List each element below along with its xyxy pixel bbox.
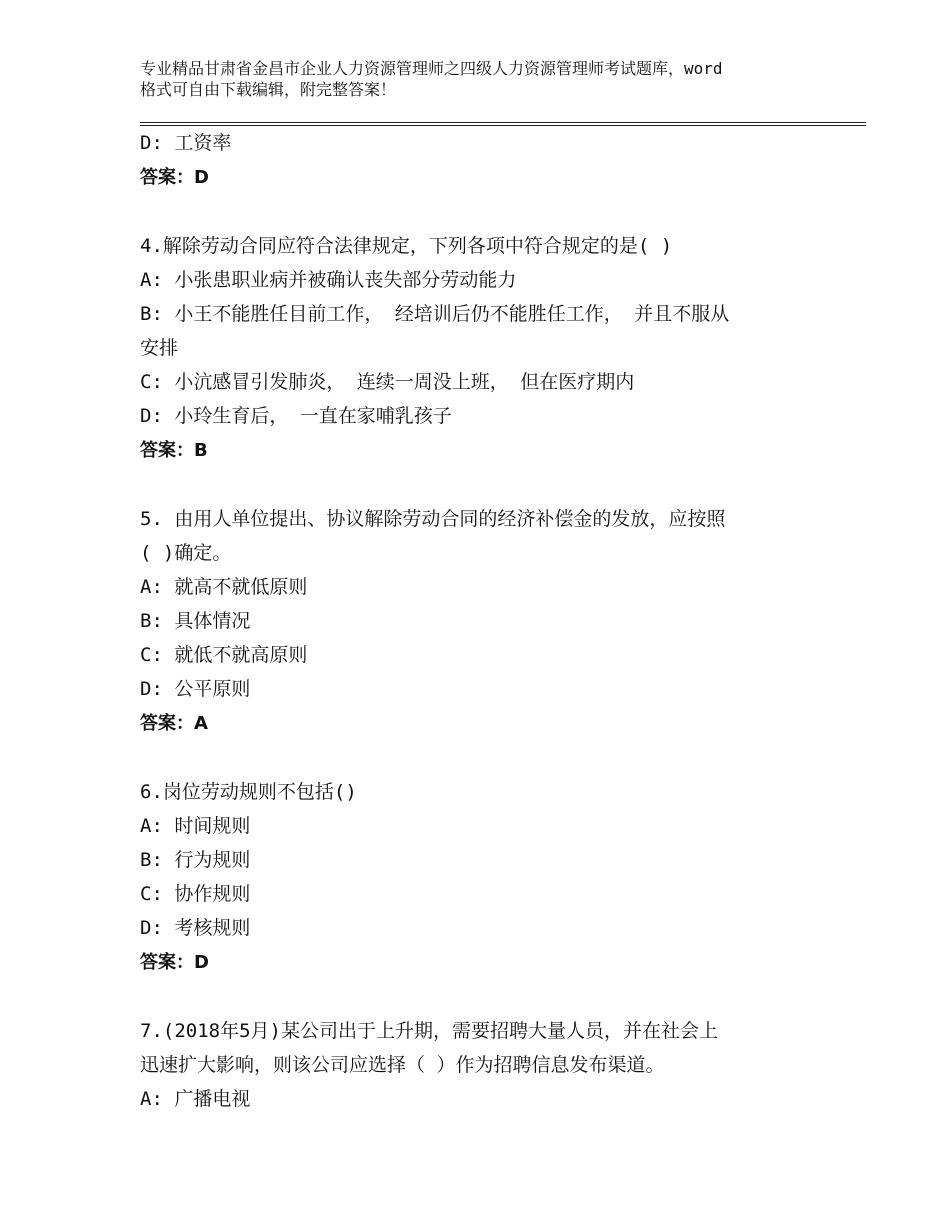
- q4-stem: 4.解除劳动合同应符合法律规定，下列各项中符合规定的是( ): [140, 235, 673, 257]
- q4-option-a: A: 小张患职业病并被确认丧失部分劳动能力: [140, 269, 517, 291]
- q4-option-c: C: 小沆感冒引发肺炎， 连续一周没上班， 但在医疗期内: [140, 371, 635, 393]
- q5-answer: 答案：A: [140, 713, 208, 734]
- q6-answer: 答案：D: [140, 952, 209, 973]
- q3-option-d: D: 工资率: [140, 132, 232, 154]
- header-line-2: 格式可自由下载编辑，附完整答案！: [140, 80, 397, 99]
- q4-answer: 答案：B: [140, 440, 208, 461]
- q5-option-a: A: 就高不就低原则: [140, 576, 308, 598]
- q5-stem-line2: ( )确定。: [140, 542, 232, 564]
- header-divider-top: [140, 122, 866, 123]
- q5-option-c: C: 就低不就高原则: [140, 644, 308, 666]
- q6-option-d: D: 考核规则: [140, 917, 251, 939]
- q4-option-b-line2: 安排: [140, 337, 179, 359]
- q7-option-a: A: 广播电视: [140, 1088, 251, 1110]
- header-line-1: 专业精品甘肃省金昌市企业人力资源管理师之四级人力资源管理师考试题库，word: [140, 59, 723, 78]
- q3-answer: 答案：D: [140, 167, 209, 188]
- q4-option-d: D: 小玲生育后， 一直在家哺乳孩子: [140, 405, 452, 427]
- q6-option-b: B: 行为规则: [140, 849, 251, 871]
- q6-option-a: A: 时间规则: [140, 815, 251, 837]
- document-header: [140, 58, 830, 100]
- q6-option-c: C: 协作规则: [140, 883, 251, 905]
- q5-option-d: D: 公平原则: [140, 678, 251, 700]
- q7-stem-line2: 迅速扩大影响，则该公司应选择（ ）作为招聘信息发布渠道。: [140, 1054, 665, 1076]
- q4-option-b-line1: B: 小王不能胜任目前工作， 经培训后仍不能胜任工作， 并且不服从: [140, 303, 730, 325]
- header-divider-bottom: [140, 125, 866, 126]
- q7-stem-line1: 7.(2018年5月)某公司出于上升期，需要招聘大量人员，并在社会上: [140, 1020, 718, 1042]
- q5-stem-line1: 5. 由用人单位提出、协议解除劳动合同的经济补偿金的发放，应按照: [140, 508, 726, 530]
- q6-stem: 6.岗位劳动规则不包括(): [140, 781, 357, 803]
- q5-option-b: B: 具体情况: [140, 610, 251, 632]
